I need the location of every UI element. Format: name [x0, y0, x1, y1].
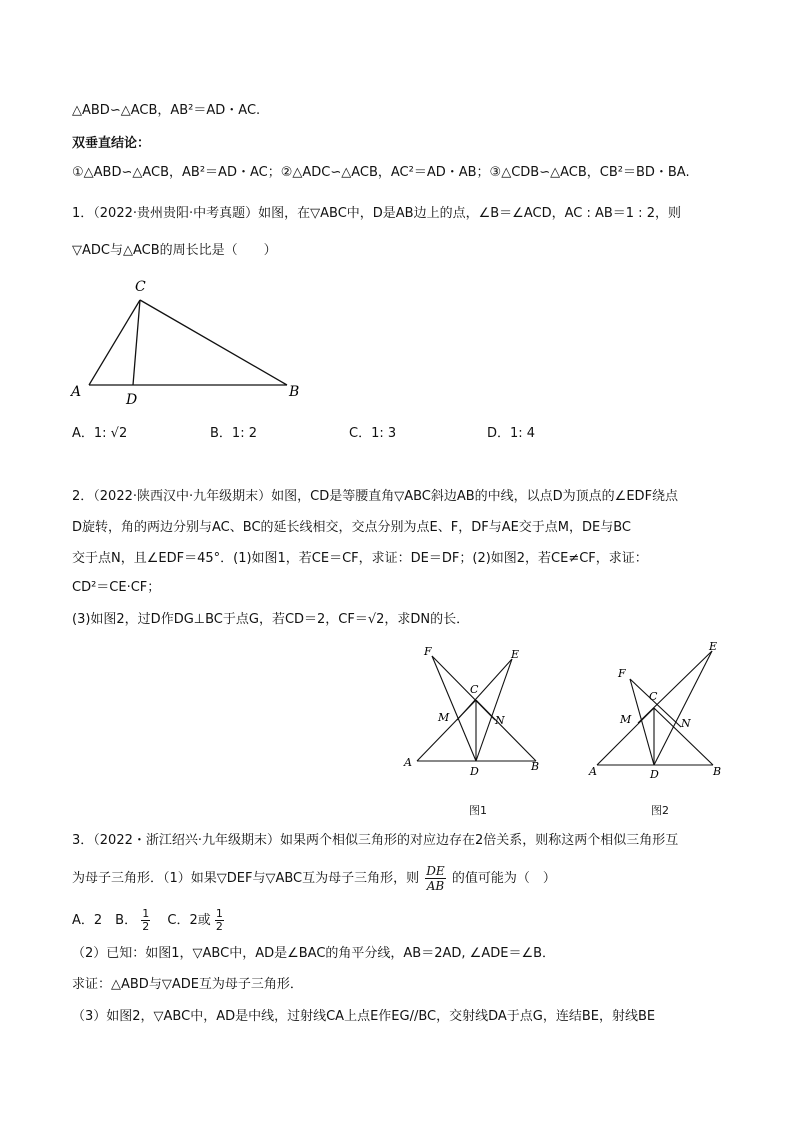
fraction-numerator: DE: [426, 864, 445, 878]
q2-line-5: (3)如图2，过D作DG⊥BC于点G，若CD＝2，CF＝√2，求DN的长．: [72, 612, 470, 627]
q2-figure-2-caption: 图2: [651, 804, 669, 817]
q1-figure: [65, 275, 315, 410]
fig2-label-f: F: [424, 645, 432, 658]
fraction-denominator: 2: [215, 920, 223, 933]
fig3-label-e: E: [709, 640, 718, 653]
fraction-denominator: 2: [142, 920, 150, 933]
fig2-label-c: C: [470, 683, 479, 696]
fig2-label-a: A: [404, 756, 412, 769]
fig2-label-e: E: [511, 648, 520, 661]
q3-part-3: （3）如图2，▽ABC中，AD是中线，过射线CA上点E作EG//BC，交射线DA于点G，连结BE，射线BE: [72, 1009, 656, 1024]
q3-part-2-prove: 求证：△ABD与▽ADE互为母子三角形．: [72, 977, 303, 992]
fig2-label-b: B: [531, 760, 540, 773]
fig3-label-d: D: [650, 768, 659, 781]
q3-line-2-pre: 为母子三角形．（1）如果▽DEF与▽ABC互为母子三角形，则: [72, 871, 420, 886]
fig3-label-a: A: [589, 765, 597, 778]
q1-option-c: C．1: 3: [349, 426, 397, 441]
fig3-label-m: M: [620, 713, 632, 726]
fig2-label-n: N: [495, 714, 505, 727]
fig1-label-d: D: [126, 392, 138, 408]
fraction-numerator: 1: [215, 907, 223, 920]
conclusion-line: ①△ABD∽△ACB，AB²＝AD・AC；②△ADC∽△ACB，AC²＝AD・AB；③△CDB∽△ACB，CB²＝BD・BA.: [72, 165, 690, 180]
q3-line-2-post: 的值可能为（ ）: [451, 871, 556, 886]
fig1-label-c: C: [135, 279, 146, 295]
q3-choices: [72, 908, 224, 933]
fig3-label-n: N: [681, 717, 691, 730]
fraction-denominator: AB: [426, 879, 445, 893]
q2-figure-1-caption: 图1: [469, 804, 487, 817]
fig2-label-m: M: [438, 711, 450, 724]
section-heading: 双垂直结论：: [72, 136, 151, 151]
fig1-label-b: B: [289, 384, 300, 400]
q1-line-1: 1．（2022·贵州贵阳·中考真题）如图，在▽ABC中，D是AB边上的点，∠B＝∠ACD，AC : AB＝1 : 2，则: [72, 206, 681, 221]
q2-line-4: CD²＝CE·CF；: [72, 580, 161, 595]
q2-figure-2: [583, 635, 743, 783]
fraction-numerator: 1: [142, 907, 150, 920]
fig2-label-d: D: [470, 765, 479, 778]
fig3-label-b: B: [713, 765, 722, 778]
q1-option-a: A．1: √2: [72, 426, 128, 441]
fraction-half-1: [141, 908, 150, 933]
fraction-half-2: [215, 908, 224, 933]
fig3-label-c: C: [649, 690, 658, 703]
q2-line-2: D旋转，角的两边分别与AC、BC的延长线相交，交点分别为点E、F，DF与AE交于点M，DE与BC: [72, 520, 632, 535]
q2-line-3: 交于点N，且∠EDF＝45°．(1)如图1，若CE＝CF，求证：DE＝DF；(2)如图2，若CE≠CF，求证：: [72, 551, 648, 566]
q3-line-2: [72, 864, 556, 893]
q2-figure-1: [395, 640, 555, 780]
q3-part-2: （2）已知：如图1，▽ABC中，AD是∠BAC的角平分线，AB＝2AD, ∠ADE＝∠B．: [72, 946, 556, 961]
q1-option-d: D．1: 4: [487, 426, 536, 441]
fig1-label-a: A: [71, 384, 82, 400]
q3-line-1: 3．（2022・浙江绍兴·九年级期末）如果两个相似三角形的对应边存在2倍关系，则称这两个相似三角形互: [72, 833, 679, 848]
fraction-de-ab: [425, 864, 445, 893]
q1-option-b: B．1: 2: [210, 426, 257, 441]
fig3-label-f: F: [618, 667, 626, 680]
q3-choice-ab: A．2 B．: [72, 913, 138, 928]
q3-choice-c: C．2或: [154, 913, 211, 928]
q1-line-2: ▽ADC与△ACB的周长比是（ ）: [72, 243, 277, 258]
intro-line: △ABD∽△ACB，AB²＝AD・AC.: [72, 103, 261, 118]
q2-line-1: 2．（2022·陕西汉中·九年级期末）如图，CD是等腰直角▽ABC斜边AB的中线，以点D为顶点的∠EDF绕点: [72, 489, 679, 504]
